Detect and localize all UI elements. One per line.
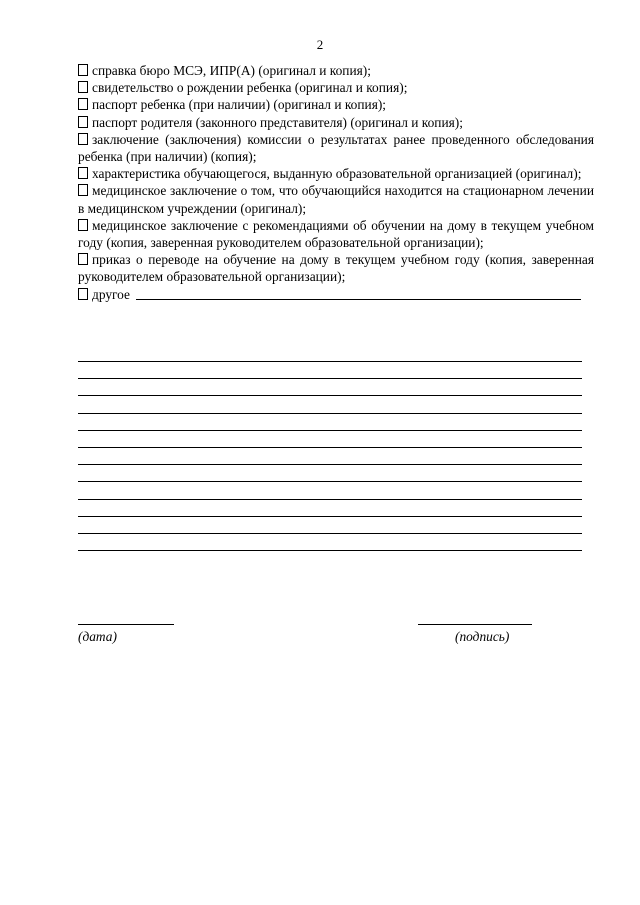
blank-line[interactable] (78, 481, 582, 482)
checklist-item-label: медицинское заключение о том, что обучающийся находится на стационарном лечении в медицинском учреждении (оригинал); (78, 183, 594, 216)
checklist-item-label: свидетельство о рождении ребенка (оригинал и копия); (92, 80, 408, 96)
signature-caption: (подпись) (455, 629, 510, 644)
checklist-item-label: другое (92, 286, 130, 302)
blank-line[interactable] (78, 550, 582, 551)
checklist-item-label: паспорт родителя (законного представителя) (оригинал и копия); (92, 114, 463, 130)
checkbox-icon[interactable] (78, 81, 88, 93)
checklist-item-commission-conclusion[interactable] (78, 131, 594, 165)
checklist-item-label: медицинское заключение с рекомендациями об обучении на дому в текущем учебном году (копия, заверенная руководителем образовательной организации); (78, 217, 594, 251)
checklist-item-other[interactable] (78, 286, 594, 303)
date-line[interactable] (78, 624, 174, 625)
blank-line[interactable] (78, 413, 582, 414)
checklist-item-label: приказ о переводе на обучение на дому в текущем учебном году (копия, заверенная руководителем образовательной организации); (78, 252, 594, 285)
checkbox-icon[interactable] (78, 288, 88, 300)
checkbox-icon[interactable] (78, 64, 88, 76)
blank-line[interactable] (78, 395, 582, 396)
blank-line[interactable] (78, 499, 582, 500)
blank-line[interactable] (78, 516, 582, 517)
checklist-item-medical-hospital[interactable] (78, 182, 594, 216)
checklist-item-transfer-order[interactable] (78, 251, 594, 285)
checklist-item-label: заключение (заключения) комиссии о результатах ранее проведенного обследования ребенка (при наличии) (копия); (78, 131, 594, 165)
checkbox-icon[interactable] (78, 98, 88, 110)
checklist-item-label: справка бюро МСЭ, ИПР(А) (оригинал и копия); (92, 63, 371, 78)
blank-line[interactable] (78, 361, 582, 362)
checkbox-icon[interactable] (78, 253, 88, 265)
checklist-item-medical-home-study[interactable] (78, 217, 594, 251)
checkbox-icon[interactable] (78, 167, 88, 179)
blank-line[interactable] (78, 378, 582, 379)
checklist-item-label: характеристика обучающегося, выданную образовательной организацией (оригинал); (92, 166, 582, 182)
signature-line[interactable] (418, 624, 532, 625)
other-fill-line[interactable] (136, 299, 581, 300)
checklist-item-mse[interactable] (78, 62, 594, 79)
checkbox-icon[interactable] (78, 116, 88, 128)
checkbox-icon[interactable] (78, 133, 88, 145)
document-checklist (78, 62, 594, 303)
page-number: 2 (316, 37, 324, 52)
blank-line[interactable] (78, 464, 582, 465)
date-caption: (дата) (78, 629, 117, 644)
checkbox-icon[interactable] (78, 184, 88, 196)
checklist-item-label: паспорт ребенка (при наличии) (оригинал и копия); (92, 97, 387, 113)
blank-line[interactable] (78, 533, 582, 534)
blank-line[interactable] (78, 430, 582, 431)
checkbox-icon[interactable] (78, 219, 88, 231)
checklist-item-child-passport[interactable] (78, 96, 594, 113)
checklist-item-parent-passport[interactable] (78, 114, 594, 131)
blank-line[interactable] (78, 447, 582, 448)
checklist-item-student-characteristic[interactable] (78, 165, 594, 182)
checklist-item-birth-certificate[interactable] (78, 79, 594, 96)
